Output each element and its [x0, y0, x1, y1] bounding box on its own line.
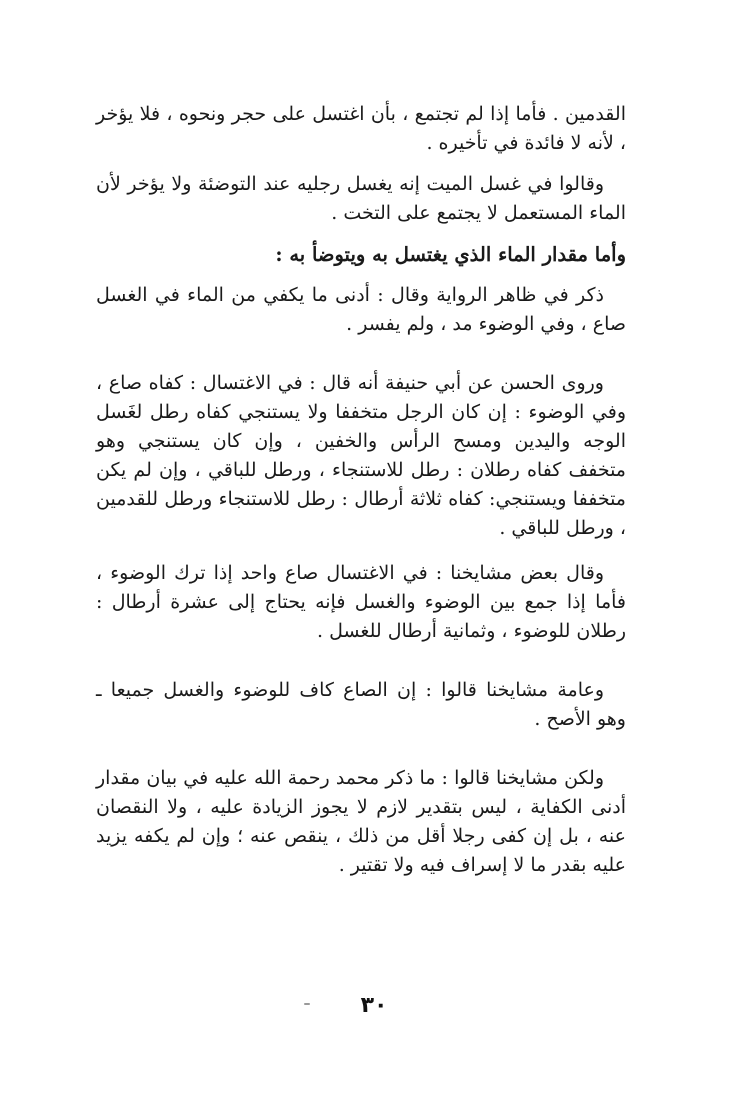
paragraph-some-scholars: وقال بعض مشايخنا : في الاغتسال صاع واحد إذا ترك الوضوء ، فأما إذا جمع بين الوضوء والغسل فإنه يحتاج إلى عشرة أرطال : رطلان للوضوء ، وثمانية أرطال للغسل .	[96, 562, 626, 642]
paragraph-feet-washing: القدمين . فأما إذا لم تجتمع ، بأن اغتسل على حجر ونحوه ، فلا يؤخر ، لأنه لا فائدة في تأخيره .	[96, 103, 626, 154]
section-heading-water-amount: وأما مقدار الماء الذي يغتسل به ويتوضأ به :	[275, 243, 626, 266]
paragraph-majority-scholars: وعامة مشايخنا قالوا : إن الصاع كاف للوضوء والغسل جميعا ـ وهو الأصح .	[96, 679, 626, 730]
paragraph-hasan-narration: وروى الحسن عن أبي حنيفة أنه قال : في الاغتسال : كفاه صاع ، وفي الوضوء : إن كان الرجل متخففا ولا يستنجي كفاه رطل لغَسل الوجه واليدين ومسح الرأس والخفين ، وإن كان يستنجي وهو متخفف كفاه رطلان : رطل للاستنجاء ، ورطل للباقي ، وإن لم يكن متخففا ويستنجي: كفاه ثلاثة أرطال : رطل للاستنجاء ورطل للقدمين ، ورطل للباقي .	[96, 372, 626, 539]
paragraph-zahir-riwaya: ذكر في ظاهر الرواية وقال : أدنى ما يكفي من الماء في الغسل صاع ، وفي الوضوء مد ، ولم يفسر .	[96, 284, 626, 335]
page-number: ٣٠	[360, 993, 388, 1018]
paragraph-washing-deceased: وقالوا في غسل الميت إنه يغسل رجليه عند التوضئة ولا يؤخر لأن الماء المستعمل لا يجتمع على التخت .	[96, 173, 626, 224]
page-text-body	[96, 100, 626, 880]
paragraph-minimum-sufficiency: ولكن مشايخنا قالوا : ما ذكر محمد رحمة الله عليه في بيان مقدار أدنى الكفاية ، ليس بتقدير لازم لا يجوز الزيادة عليه ، ولا النقصان عنه ، بل إن كفى رجلا أقل من ذلك ، ينقص عنه ؛ وإن لم يكفه يزيد عليه بقدر ما لا إسراف فيه ولا تقتير .	[96, 767, 626, 876]
